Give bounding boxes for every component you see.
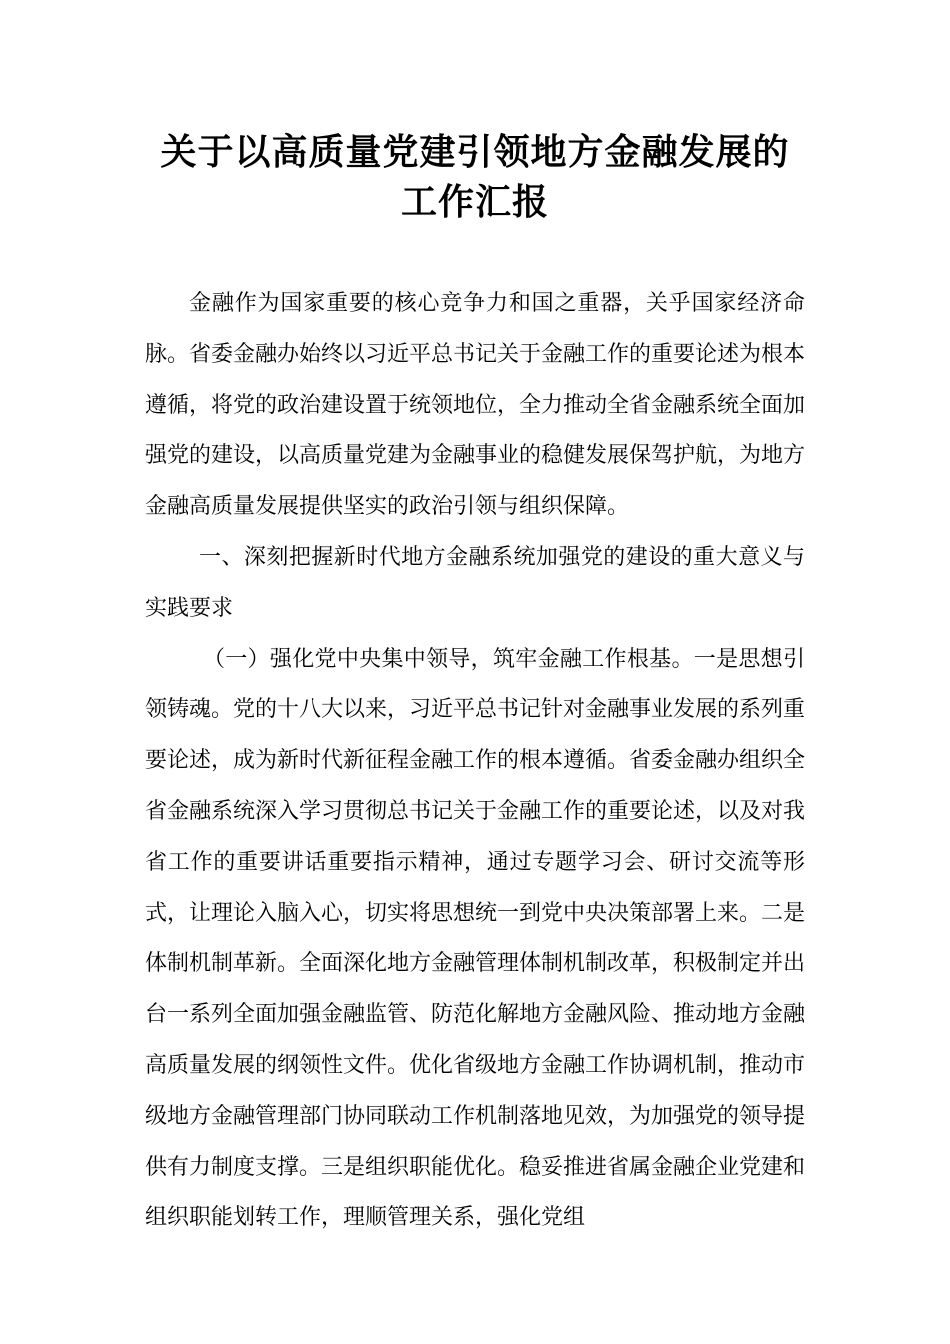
document-page (145, 128, 805, 228)
paragraph-intro: 金融作为国家重要的核心竞争力和国之重器，关乎国家经济命脉。省委金融办始终以习近平总书记关于金融工作的重要论述为根本遵循，将党的政治建设置于统领地位，全力推动全省金融系统全面加强党的建设，以高质量党建为金融事业的稳健发展保驾护航，为地方金融高质量发展提供坚实的政治引领与组织保障。 (145, 291, 806, 520)
paragraph-subsection-1: （一）强化党中央集中领导，筑牢金融工作根基。一是思想引领铸魂。党的十八大以来，习近平总书记针对金融事业发展的系列重要论述，成为新时代新征程金融工作的根本遵循。省委金融办组织全省金融系统深入学习贯彻总书记关于金融工作的重要论述，以及对我省工作的重要讲话重要指示精神，通过专题学习会、研讨交流等形式，让理论入脑入心，切实将思想统一到党中央决策部署上来。二是体制机制革新。全面深化地方金融管理体制机制改革，积极制定并出台一系列全面加强金融监管、防范化解地方金融风险、推动地方金融高质量发展的纲领性文件。优化省级地方金融工作协调机制，推动市级地方金融管理部门协同联动工作机制落地见效，为加强党的领导提供有力制度支撑。三是组织职能优化。稳妥推进省属金融企业党建和组织职能划转工作，理顺管理关系，强化党组 (145, 646, 806, 1231)
document-title: 关于以高质量党建引领地方金融发展的工作汇报 (160, 132, 790, 223)
document-body (145, 279, 805, 1244)
section-heading-1: 一、深刻把握新时代地方金融系统加强党的建设的重大意义与实践要求 (145, 544, 805, 621)
